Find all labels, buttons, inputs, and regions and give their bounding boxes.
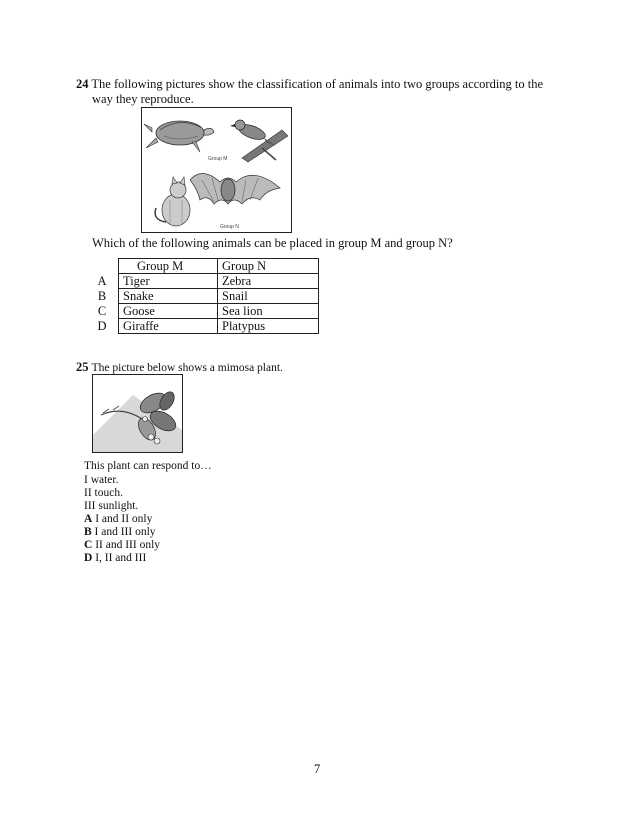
header-group-n: Group N	[218, 259, 319, 274]
cat-icon	[155, 177, 190, 226]
option-letter: B	[97, 289, 107, 303]
q25-option-b[interactable]	[84, 526, 156, 540]
q24-group-n-label: Group N	[220, 224, 239, 230]
turtle-icon	[144, 121, 214, 152]
q25-prompt: This plant can respond to…	[84, 460, 212, 472]
option-letter: D	[97, 319, 107, 333]
group-m-cell: Tiger	[119, 274, 218, 289]
q24-stem-line1	[76, 76, 543, 92]
q24-stem-line2: way they reproduce.	[92, 92, 194, 106]
header-group-m: Group M	[119, 259, 218, 274]
group-n-cell: Snail	[218, 289, 319, 304]
group-n-cell: Sea lion	[218, 304, 319, 319]
option-text: I, II and III	[95, 552, 147, 564]
table-row[interactable]	[86, 274, 319, 289]
group-n-cell: Zebra	[218, 274, 319, 289]
q25-option-a[interactable]	[84, 513, 152, 527]
q24-stem-text: The following pictures show the classification of animals into two groups according to the	[91, 77, 544, 91]
q24-number: 24	[76, 77, 89, 91]
bat-icon	[190, 173, 280, 204]
group-n-cell: Platypus	[218, 319, 319, 334]
q25-option-d[interactable]	[84, 552, 146, 566]
q24-question: Which of the following animals can be placed in group M and group N?	[92, 236, 453, 250]
q24-group-m-label: Group M	[208, 156, 228, 162]
table-row[interactable]	[86, 304, 319, 319]
q25-statement-1: I water.	[84, 474, 119, 486]
group-m-cell: Giraffe	[119, 319, 218, 334]
q25-mimosa-figure	[92, 374, 183, 453]
q24-options-table	[86, 258, 319, 334]
q25-statement-3: III sunlight.	[84, 500, 139, 512]
option-letter: D	[84, 552, 93, 564]
bird-icon	[230, 120, 288, 162]
mimosa-plant-icon	[93, 375, 182, 452]
table-row[interactable]	[86, 319, 319, 334]
option-letter: A	[84, 513, 93, 525]
group-m-cell: Goose	[119, 304, 218, 319]
option-text: I and III only	[94, 526, 156, 538]
option-letter: C	[84, 539, 93, 551]
option-text: II and III only	[95, 539, 161, 551]
table-row[interactable]	[86, 289, 319, 304]
page-number: 7	[314, 762, 321, 776]
group-m-cell: Snake	[119, 289, 218, 304]
q25-option-c[interactable]	[84, 539, 160, 553]
option-text: I and II only	[95, 513, 153, 525]
option-letter: C	[97, 304, 107, 318]
q25-stem-text: The picture below shows a mimosa plant.	[91, 362, 283, 374]
q25-statement-2: II touch.	[84, 487, 123, 499]
table-header-row	[86, 259, 319, 274]
q25-stem-line	[76, 359, 283, 375]
option-letter: A	[97, 274, 107, 288]
q25-number: 25	[76, 360, 89, 374]
option-letter: B	[84, 526, 92, 538]
q24-animals-figure	[141, 107, 292, 233]
